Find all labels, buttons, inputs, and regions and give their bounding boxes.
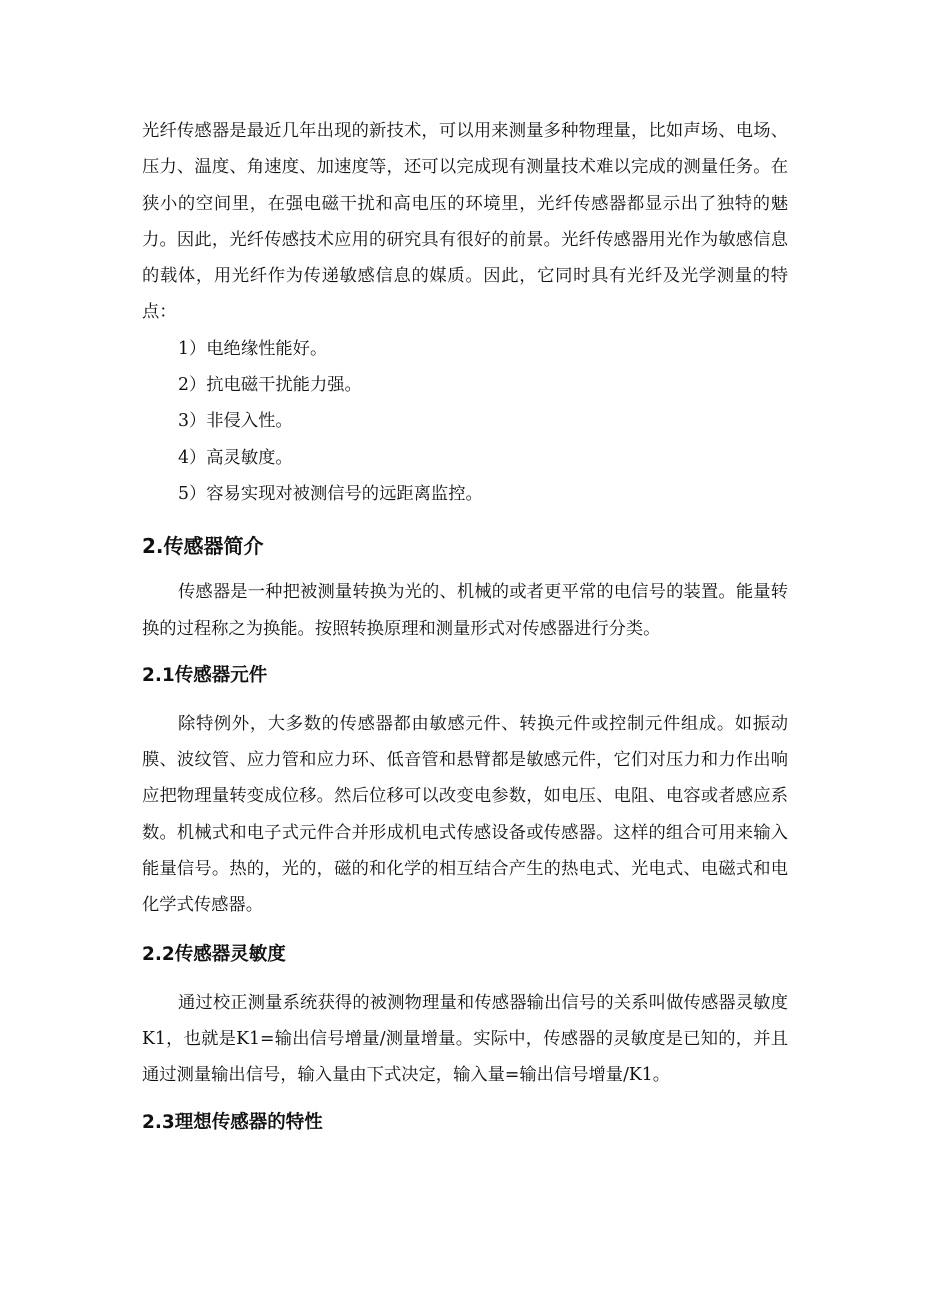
list-item: 4）高灵敏度。 bbox=[178, 447, 293, 468]
section-heading-2-1: 2.1传感器元件 bbox=[142, 664, 268, 686]
section-heading-2-2: 2.2传感器灵敏度 bbox=[142, 943, 286, 965]
list-item: 5）容易实现对被测信号的远距离监控。 bbox=[178, 483, 483, 504]
section-2-paragraph: 传感器是一种把被测量转换为光的、机械的或者更平常的电信号的装置。能量转换的过程称之为换能。按照转换原理和测量形式对传感器进行分类。 bbox=[142, 582, 788, 639]
feature-list bbox=[142, 331, 788, 512]
document-page bbox=[142, 113, 788, 1136]
list-item: 1）电绝缘性能好。 bbox=[178, 338, 328, 359]
intro-paragraph: 光纤传感器是最近几年出现的新技术，可以用来测量多种物理量，比如声场、电场、压力、温度、角速度、加速度等，还可以完成现有测量技术难以完成的测量任务。在狭小的空间里，在强电磁干扰和高电压的环境里，光纤传感器都显示出了独特的魅力。因此，光纤传感技术应用的研究具有很好的前景。光纤传感器用光作为敏感信息的载体，用光纤作为传递敏感信息的媒质。因此，它同时具有光纤及光学测量的特点： bbox=[142, 121, 788, 323]
section-heading-2-3: 2.3理想传感器的特性 bbox=[142, 1111, 323, 1133]
section-2-2-paragraph: 通过校正测量系统获得的被测物理量和传感器输出信号的关系叫做传感器灵敏度K1，也就是K1=输出信号增量/测量增量。实际中，传感器的灵敏度是已知的，并且通过测量输出信号，输入量由下式决定，输入量=输出信号增量/K1。 bbox=[142, 992, 788, 1086]
section-heading-2: 2.传感器简介 bbox=[142, 534, 264, 559]
section-2-1-paragraph: 除特例外，大多数的传感器都由敏感元件、转换元件或控制元件组成。如振动膜、波纹管、应力管和应力环、低音管和悬臂都是敏感元件，它们对压力和力作出响应把物理量转变成位移。然后位移可以改变电参数，如电压、电阻、电容或者感应系数。机械式和电子式元件合并形成机电式传感设备或传感器。这样的组合可用来输入能量信号。热的，光的，磁的和化学的相互结合产生的热电式、光电式、电磁式和电化学式传感器。 bbox=[142, 713, 788, 916]
list-item: 3）非侵入性。 bbox=[178, 411, 293, 432]
list-item: 2）抗电磁干扰能力强。 bbox=[178, 375, 362, 396]
